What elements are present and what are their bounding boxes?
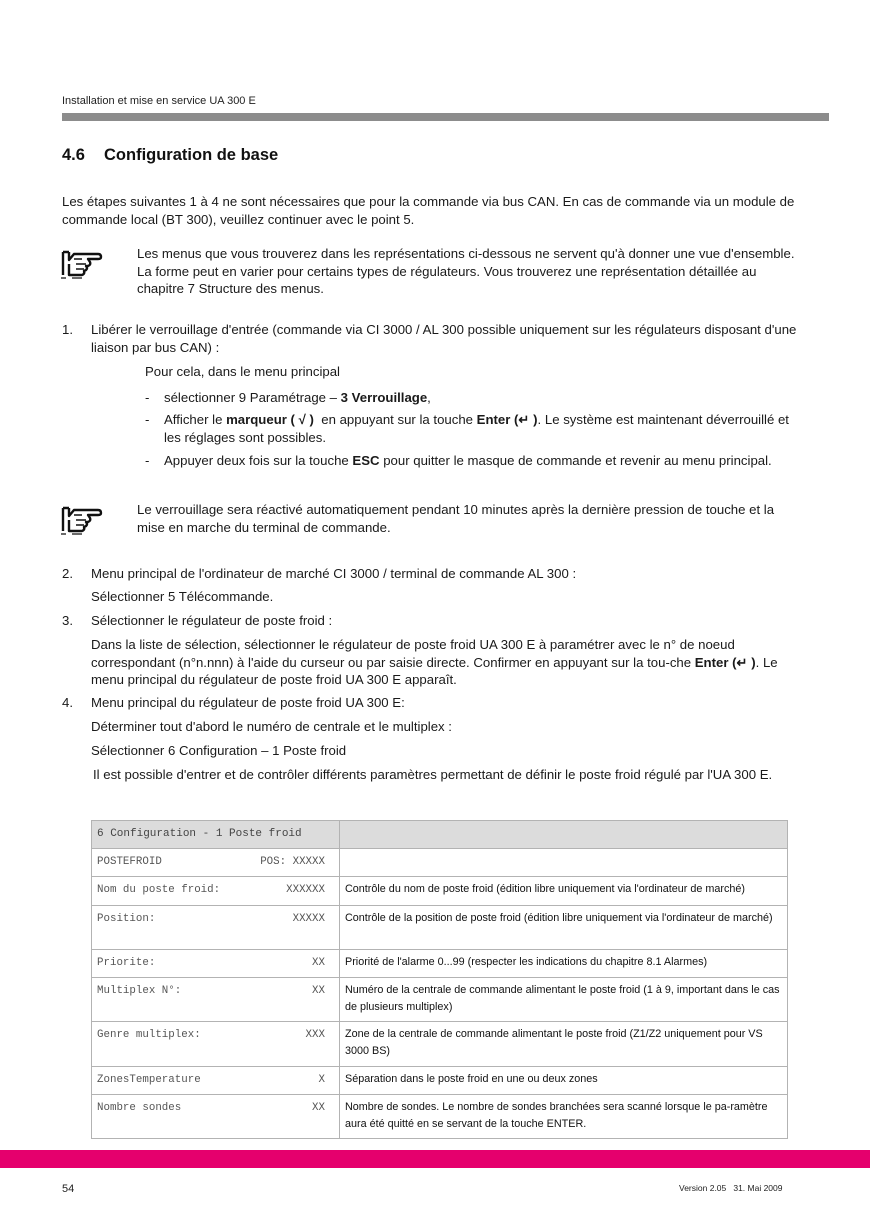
step-subtext: Dans la liste de sélection, sélectionner le régulateur de poste froid UA 300 E à paramétrer avec le n° de noeud correspondant (n°n.nnn) à l'aide du curseur ou par saisie directe. Confirmer en appuyant sur la tou-che Enter (↵ ). Le menu principal du régulateur de poste froid UA 300 E apparaît. xyxy=(91,637,778,687)
step-number: 4. xyxy=(62,695,73,710)
step-text: Libérer le verrouillage d'entrée (commande via CI 3000 / AL 300 possible uniquement sur les régulateurs disposant d'une liaison par bus CAN) : xyxy=(91,322,797,355)
param-value: XXX xyxy=(305,1029,325,1041)
table-row xyxy=(92,906,788,950)
table-header-row xyxy=(92,821,788,849)
param-label: Multiplex N°: xyxy=(97,985,182,997)
param-description: Contrôle du nom de poste froid (édition libre uniquement via l'ordinateur de marché) xyxy=(345,883,745,895)
step-number: 2. xyxy=(62,566,73,581)
step-text: Menu principal du régulateur de poste froid UA 300 E: xyxy=(91,695,405,710)
note-text: Le verrouillage sera réactivé automatiquement pendant 10 minutes après la dernière pression de touche et la mise en marche du terminal de commande. xyxy=(137,502,775,535)
pointing-hand-icon xyxy=(60,250,104,280)
param-value: POS: XXXXX xyxy=(260,856,325,868)
note-text: Les menus que vous trouverez dans les représentations ci-dessous ne servent qu'à donner une vue d'ensemble. La forme peut en varier pour certains types de régulateurs. Vous trouverez une représentation détaillée au chapitre 7 Structure des menus. xyxy=(137,246,795,296)
param-description: Numéro de la centrale de commande alimentant le poste froid (1 à 9, important dans le cas de plusieurs multiplex) xyxy=(345,984,780,1013)
param-description: Nombre de sondes. Le nombre de sondes branchées sera scanné lorsque le pa-ramètre aura été quitté en se servant de la touche ENTER. xyxy=(345,1101,768,1130)
param-description: Contrôle de la position de poste froid (édition libre uniquement via l'ordinateur de marché) xyxy=(345,912,773,924)
intro-paragraph: Les étapes suivantes 1 à 4 ne sont nécessaires que pour la commande via bus CAN. En cas de commande via un module de commande local (BT 300), veuillez continuer avec le point 5. xyxy=(62,194,795,227)
table-row xyxy=(92,1067,788,1095)
param-description: Zone de la centrale de commande alimentant le poste froid (Z1/Z2 uniquement pour VS 3000 BS) xyxy=(345,1028,763,1057)
header-divider-bar xyxy=(62,113,829,121)
param-description xyxy=(340,849,787,857)
param-label: Nom du poste froid: xyxy=(97,884,221,896)
bullet-item: - sélectionner 9 Paramétrage – 3 Verrouillage, xyxy=(145,390,431,405)
table-row xyxy=(92,849,788,877)
step-subtext: Sélectionner 5 Télécommande. xyxy=(91,589,274,604)
table-row xyxy=(92,1095,788,1139)
param-value: X xyxy=(318,1074,325,1086)
step-number: 1. xyxy=(62,322,73,337)
section-number: 4.6 xyxy=(62,146,85,164)
table-row xyxy=(92,877,788,906)
param-label: Genre multiplex: xyxy=(97,1029,201,1041)
section-title: Configuration de base xyxy=(104,146,279,164)
param-value: XXXXXX xyxy=(286,884,325,896)
version-info: Version 2.05 31. Mai 2009 xyxy=(679,1183,783,1193)
param-value: XX xyxy=(312,957,325,969)
param-value: XXXXX xyxy=(292,913,325,925)
param-description: Priorité de l'alarme 0...99 (respecter les indications du chapitre 8.1 Alarmes) xyxy=(345,956,708,968)
step-subtext: Sélectionner 6 Configuration – 1 Poste froid xyxy=(91,743,347,758)
footer-accent-bar xyxy=(0,1150,870,1168)
table-row xyxy=(92,1022,788,1067)
param-description: Séparation dans le poste froid en une ou deux zones xyxy=(345,1073,598,1085)
step-text: Sélectionner le régulateur de poste froid : xyxy=(91,613,333,628)
step-text: Menu principal de l'ordinateur de marché CI 3000 / terminal de commande AL 300 : xyxy=(91,566,577,581)
page-number: 54 xyxy=(62,1183,75,1195)
pointing-hand-icon xyxy=(60,506,104,536)
step-subtext: Il est possible d'entrer et de contrôler différents paramètres permettant de définir le poste froid régulé par l'UA 300 E. xyxy=(93,767,773,782)
param-label: Position: xyxy=(97,913,156,925)
table-header-label: 6 Configuration - 1 Poste froid xyxy=(97,828,302,840)
step-number: 3. xyxy=(62,613,73,628)
param-value: XX xyxy=(312,985,325,997)
section-heading xyxy=(62,146,278,165)
param-label: POSTEFROID xyxy=(97,856,162,868)
param-label: ZonesTemperature xyxy=(97,1074,201,1086)
running-header: Installation et mise en service UA 300 E xyxy=(62,95,256,107)
table-row xyxy=(92,950,788,978)
bullet-item: - Afficher le marqueur ( √ ) en appuyant sur la touche Enter (↵ ). Le système est maintenant déverrouillé et les réglages sont possibles. xyxy=(145,412,789,445)
bullet-item: - Appuyer deux fois sur la touche ESC pour quitter le masque de commande et revenir au menu principal. xyxy=(145,453,772,468)
config-table xyxy=(91,820,788,1139)
step-subtext: Pour cela, dans le menu principal xyxy=(145,364,340,379)
step-subtext: Déterminer tout d'abord le numéro de centrale et le multiplex : xyxy=(91,719,452,734)
table-row xyxy=(92,978,788,1022)
param-value: XX xyxy=(312,1102,325,1114)
param-label: Priorite: xyxy=(97,957,156,969)
param-label: Nombre sondes xyxy=(97,1102,182,1114)
